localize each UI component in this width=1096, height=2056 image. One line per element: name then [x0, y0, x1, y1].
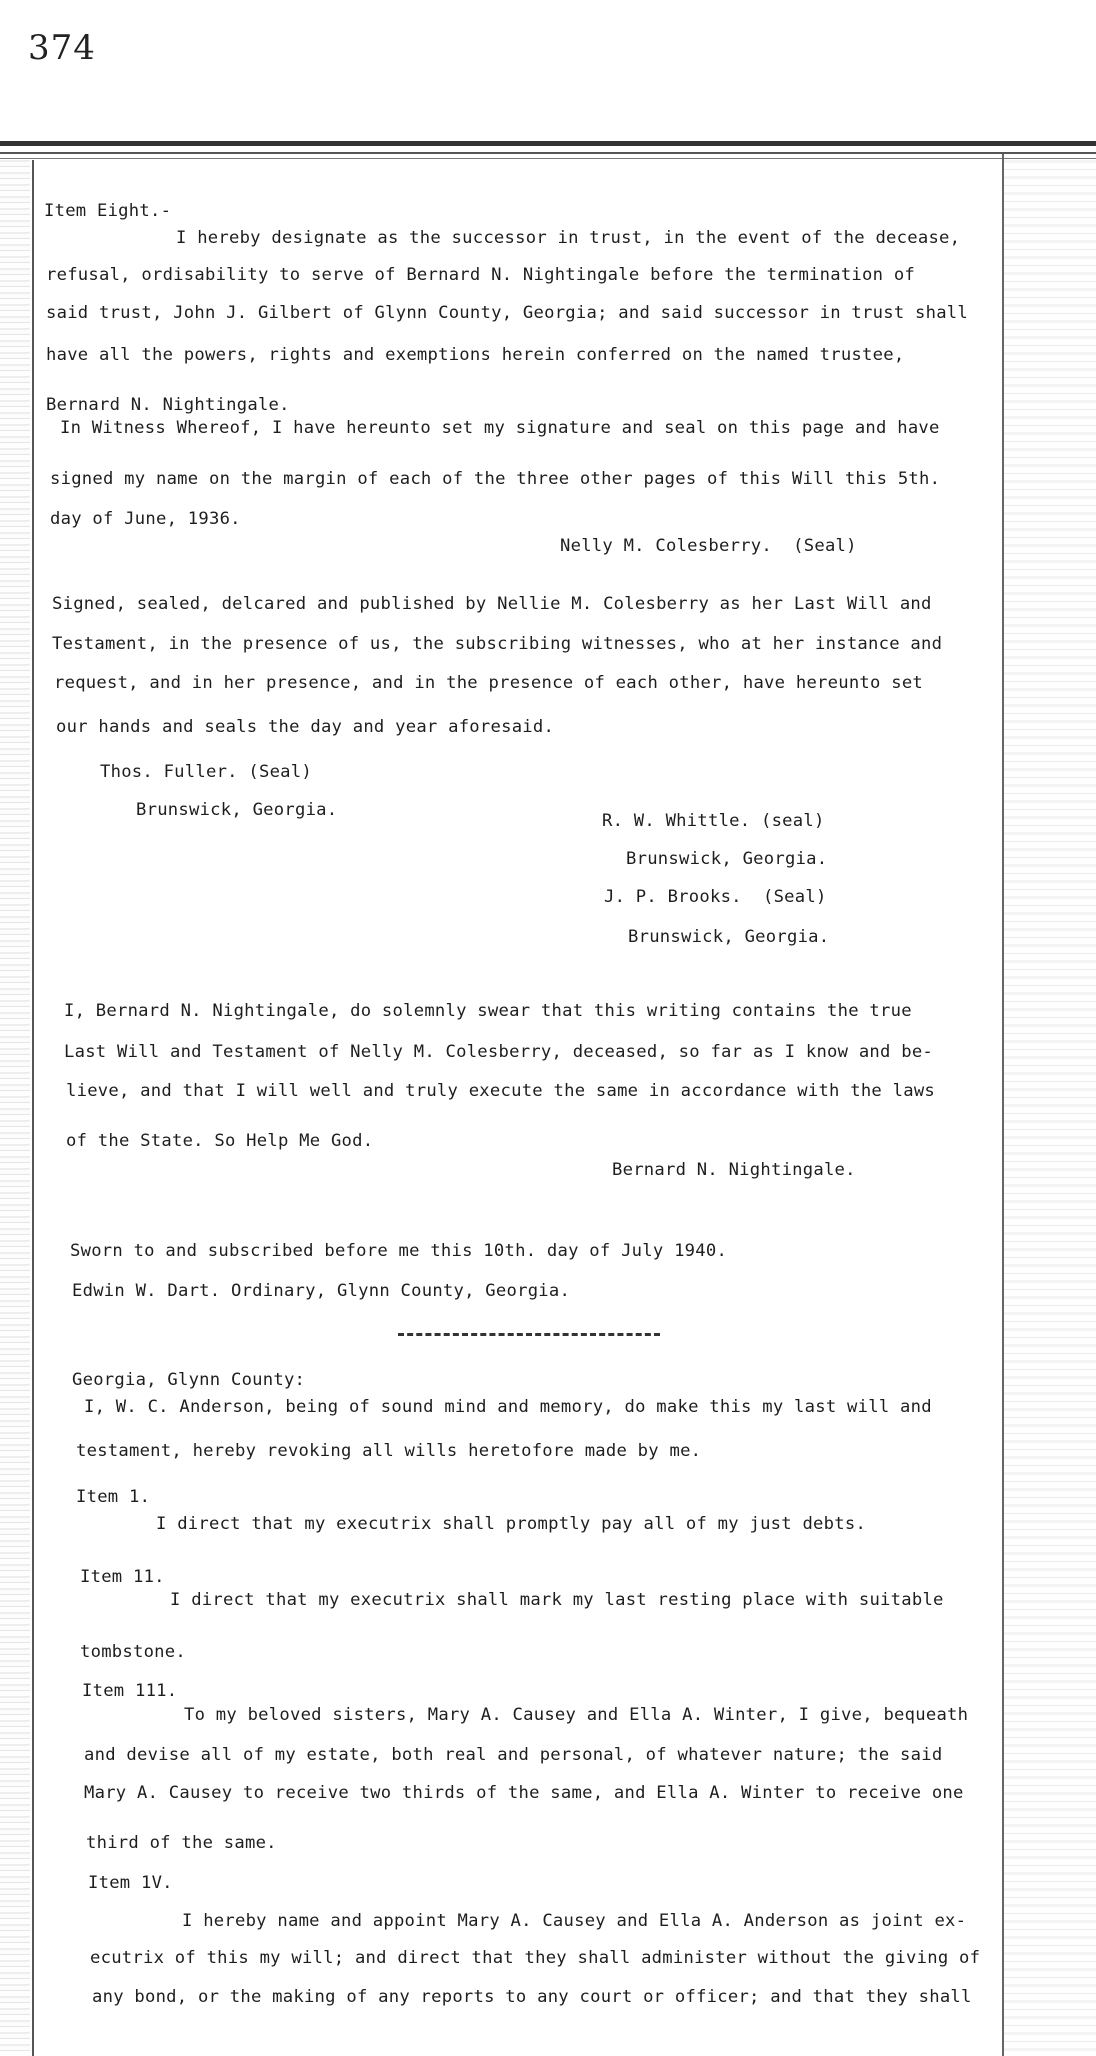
- witness-address: Brunswick, Georgia.: [626, 849, 828, 869]
- text-line: I hereby name and appoint Mary A. Causey and Ella A. Anderson as joint ex-: [182, 1911, 967, 1931]
- left-margin-rule: [32, 160, 34, 2056]
- text-line: signed my name on the margin of each of the three other pages of this Will this 5th.: [50, 469, 941, 489]
- witness-address: Brunswick, Georgia.: [628, 927, 830, 947]
- witness-signature: Thos. Fuller. (Seal): [100, 762, 312, 782]
- section-heading: Item 1V.: [88, 1873, 173, 1893]
- text-line: have all the powers, rights and exemptions herein conferred on the named trustee,: [46, 345, 905, 365]
- witness-signature: R. W. Whittle. (seal): [602, 811, 825, 831]
- right-margin-rule: [1002, 154, 1004, 2056]
- text-line: of the State. So Help Me God.: [66, 1131, 374, 1151]
- right-edge-scan-noise: [1004, 160, 1096, 2056]
- text-line: Signed, sealed, delcared and published by Nellie M. Colesberry as her Last Will and: [52, 594, 932, 614]
- text-line: third of the same.: [86, 1833, 277, 1853]
- section-heading: Item 111.: [82, 1681, 178, 1701]
- text-line: testament, hereby revoking all wills heretofore made by me.: [76, 1441, 702, 1461]
- text-line: Bernard N. Nightingale.: [46, 395, 290, 415]
- section-divider: [398, 1333, 660, 1336]
- text-line: lieve, and that I will well and truly execute the same in accordance with the laws: [66, 1081, 936, 1101]
- text-line: I direct that my executrix shall mark my last resting place with suitable: [170, 1590, 944, 1610]
- text-line: Last Will and Testament of Nelly M. Colesberry, deceased, so far as I know and be-: [64, 1042, 934, 1062]
- text-line: any bond, or the making of any reports to any court or officer; and that they shall: [92, 1987, 972, 2007]
- witness-address: Brunswick, Georgia.: [136, 800, 338, 820]
- page-number: 374: [28, 28, 96, 68]
- text-line: I direct that my executrix shall promptly pay all of my just debts.: [156, 1514, 867, 1534]
- text-line: I, Bernard N. Nightingale, do solemnly swear that this writing contains the true: [64, 1001, 912, 1021]
- text-line: refusal, ordisability to serve of Bernard N. Nightingale before the termination of: [46, 265, 916, 285]
- text-line: To my beloved sisters, Mary A. Causey and Ella A. Winter, I give, bequeath: [184, 1705, 969, 1725]
- header-rule-thin: [0, 152, 1096, 154]
- section-heading: Item 11.: [80, 1567, 165, 1587]
- text-line: Sworn to and subscribed before me this 10th. day of July 1940.: [70, 1241, 728, 1261]
- text-line: said trust, John J. Gilbert of Glynn County, Georgia; and said successor in trust shall: [46, 303, 969, 323]
- text-line: ecutrix of this my will; and direct that they shall administer without the giving of: [90, 1948, 981, 1968]
- witness-signature: J. P. Brooks. (Seal): [604, 887, 827, 907]
- signature-line: Nelly M. Colesberry. (Seal): [560, 536, 857, 556]
- text-line: Edwin W. Dart. Ordinary, Glynn County, Georgia.: [72, 1281, 571, 1301]
- text-line: Testament, in the presence of us, the subscribing witnesses, who at her instance and: [52, 634, 943, 654]
- text-line: I hereby designate as the successor in trust, in the event of the decease,: [176, 228, 961, 248]
- text-line: and devise all of my estate, both real and personal, of whatever nature; the said: [84, 1745, 943, 1765]
- header-rule: [0, 141, 1096, 146]
- text-line: I, W. C. Anderson, being of sound mind and memory, do make this my last will and: [84, 1397, 932, 1417]
- text-line: Mary A. Causey to receive two thirds of the same, and Ella A. Winter to receive one: [84, 1783, 964, 1803]
- section-heading: Item Eight.-: [44, 201, 172, 221]
- signature-line: Bernard N. Nightingale.: [612, 1160, 856, 1180]
- text-line: day of June, 1936.: [50, 509, 241, 529]
- section-heading: Item 1.: [76, 1487, 151, 1507]
- section-heading: Georgia, Glynn County:: [72, 1370, 306, 1390]
- header-rule-hairline: [0, 158, 1096, 159]
- text-line: request, and in her presence, and in the presence of each other, have hereunto set: [54, 673, 924, 693]
- text-line: In Witness Whereof, I have hereunto set my signature and seal on this page and have: [60, 418, 940, 438]
- text-line: our hands and seals the day and year aforesaid.: [56, 717, 555, 737]
- text-line: tombstone.: [80, 1642, 186, 1662]
- left-edge-scan-noise: [0, 160, 30, 2056]
